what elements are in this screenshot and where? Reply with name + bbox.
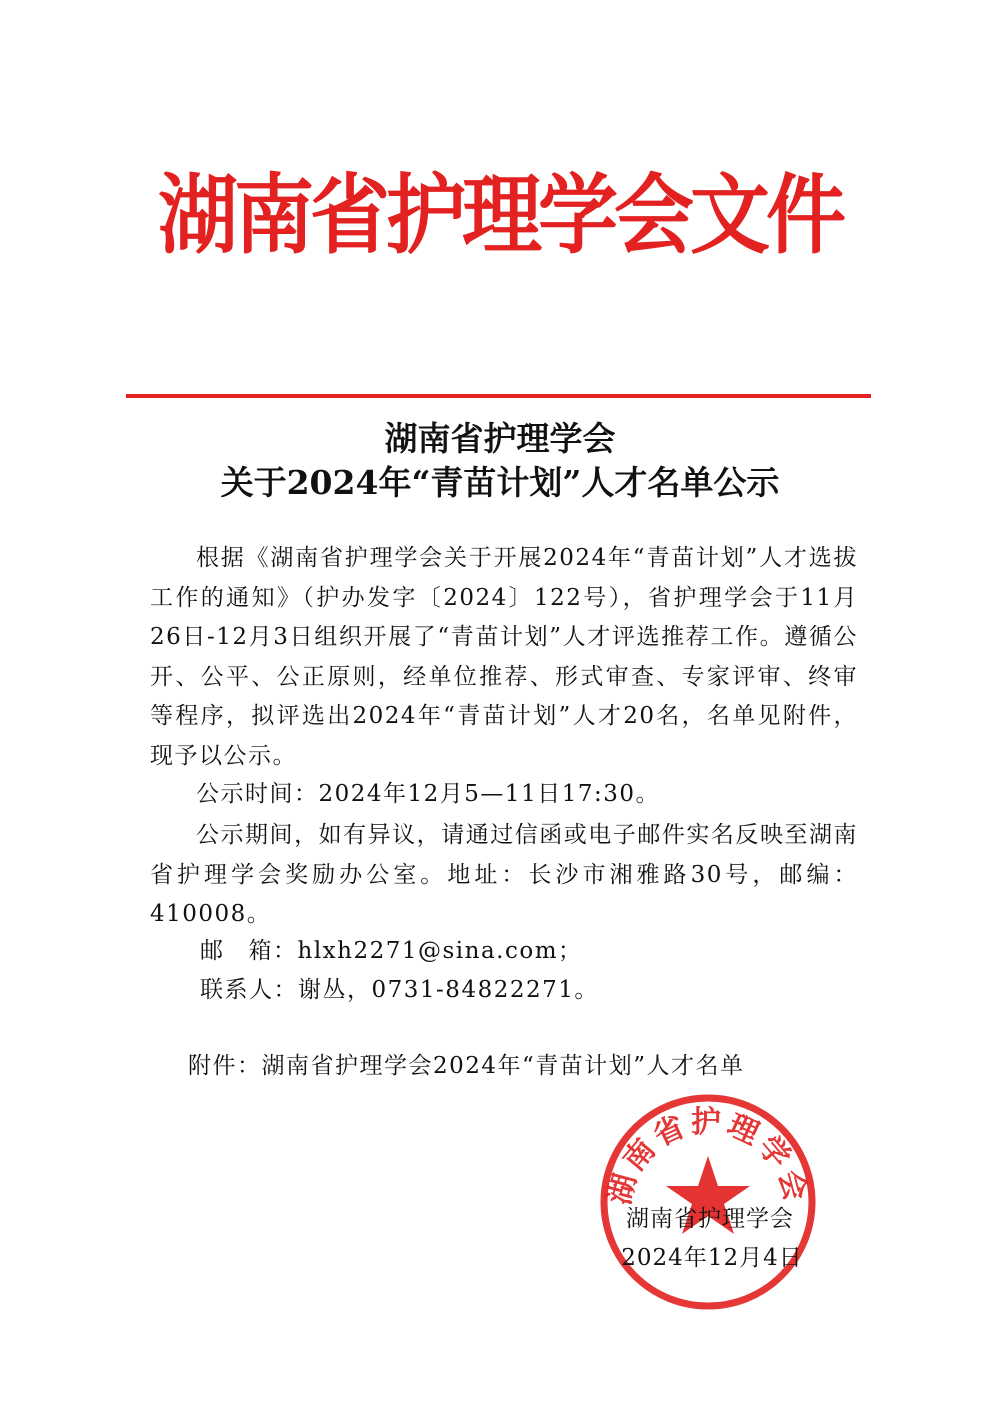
email-value: hlxh2271@sina.com； [297, 938, 583, 964]
red-divider [126, 394, 871, 398]
signature-date: 2024年12月4日 [621, 1245, 803, 1271]
body-paragraph-1: 根据《湖南省护理学会关于开展2024年“青苗计划”人才选拔工作的通知》（护办发字〔2024〕122号），省护理学会于11月26日-12月3日组织开展了“青苗计划”人才评选推荐工作。遵循公开、公平、公正原则，经单位推荐、形式审查、专家评审、终审等程序，拟评选出2024年“青苗计划”人才20名，名单见附件，现予以公示。 [150, 545, 858, 769]
seal-text: 湖南省护理学会 [602, 1105, 814, 1209]
contact-line: 联系人：谢丛，0731-84822271。 [200, 977, 599, 1003]
body-paragraph-2: 公示时间：2024年12月5—11日17:30。 [196, 781, 660, 807]
body-paragraph-3: 公示期间，如有异议，请通过信函或电子邮件实名反映至湖南省护理学会奖励办公室。地址：长沙市湘雅路30号，邮编：410008。 [150, 822, 858, 927]
email-label-part1: 邮 [200, 938, 225, 964]
signature-organization: 湖南省护理学会 [626, 1206, 794, 1232]
document-title-line2: 关于2024年“青苗计划”人才名单公示 [220, 463, 780, 502]
document-title-line1: 湖南省护理学会 [384, 419, 616, 458]
email-line [200, 932, 583, 972]
attachment-line: 附件：湖南省护理学会2024年“青苗计划”人才名单 [188, 1053, 745, 1079]
email-label-part2: 箱： [248, 938, 298, 964]
document-header-title: 湖南省护理学会文件 [158, 164, 842, 266]
